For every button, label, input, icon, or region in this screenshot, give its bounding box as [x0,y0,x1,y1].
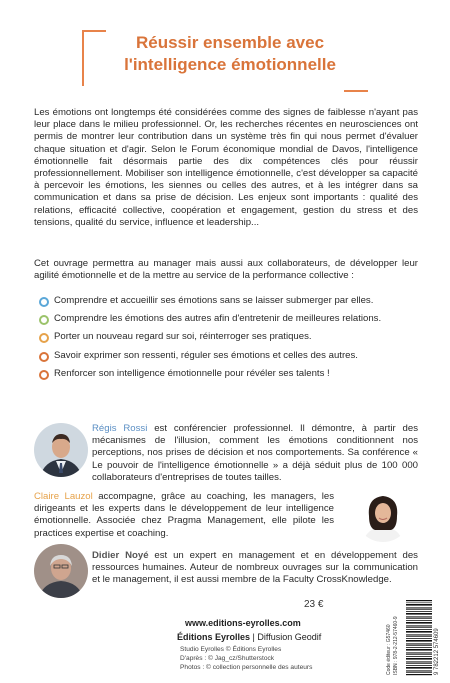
intro-paragraph: Les émotions ont longtemps été considérées comme des signes de faiblesse n'ayant pas leur place dans le milieu professionnel. Or, les recherches récentes en neurosciences ont permis de montrer leur contribution dans un système très fin qui nous permet d'évaluer chaque situation et d'agir. Selon le Forum économique mondial de Davos, l'intelligence émotionnelle fait désormais partie des dix compétences clés pour réussir professionnellement. Mobiliser son intelligence émotionnelle, c'est développer sa capacité à percevoir les émotions, les siennes ou celles des autres, et à les intégrer dans sa communication et dans sa prise de décision. Les enjeux sont importants : qualité des relations, efficacité collective, coopération et engagement, gestion du stress et des tensions, qualité du service, influence et leadership... [34,107,418,228]
credit-line: Photos : © collection personnelle des auteurs [180,664,313,671]
bracket-bottom-line [344,90,368,92]
separator: | [250,632,258,642]
author-photo-didier-noye [34,544,88,598]
list-item: Porter un nouveau regard sur soi, réinterroger ses pratiques. [36,331,416,343]
publisher-line [177,632,321,642]
title-line-2: l'intelligence émotionnelle [124,55,336,74]
bullet-circle-icon [39,370,49,380]
author-name: Didier Noyé [92,550,149,561]
list-item: Comprendre les émotions des autres afin d'entretenir de meilleures relations. [36,313,416,325]
barcode-number: 9 782212 574609 [434,628,440,675]
list-item: Savoir exprimer son ressenti, réguler ses émotions et celles des autres. [36,350,416,362]
credit-line: Studio Eyrolles © Éditions Eyrolles [180,646,282,653]
author-photo-regis-rossi [34,423,88,477]
publisher-name: Éditions Eyrolles [177,632,251,642]
author-bio-regis-rossi [92,423,418,484]
title-line-1: Réussir ensemble avec [135,33,325,52]
author-bio: est conférencier professionnel. Il démontre, à partir des mécanismes de l'illusion, comment les émotions conditionnent nos perceptions, nos prises de décision et nos comportements. Sa conférence « Le pouvoir de l'intelligence émotionnelle » a déjà séduit plus de 100 000 collaborateurs d'entreprises de toutes tailles. [92,423,418,483]
price: 23 € [304,599,324,610]
credit-line: D'après : © Jag_cz/Shutterstock [180,655,275,662]
bullet-circle-icon [39,315,49,325]
publisher-url: www.editions-eyrolles.com [185,618,301,628]
title-block [82,30,368,92]
author-bio: est un expert en management et en développement des ressources humaines. Auteur de nombreux ouvrages sur la communication et le management, il est aussi membre de la Faculty CrossKnowledge. [92,550,418,586]
author-bio: accompagne, grâce au coaching, les managers, les dirigeants et les experts dans le développement de leur intelligence émotionnelle. Associée chez Pragma Management, elle pilote les practices expertise et coaching. [34,491,334,539]
list-item: Comprendre et accueillir ses émotions sans se laisser submerger par elles. [36,295,416,307]
credits [180,645,312,672]
author-name: Régis Rossi [92,423,148,434]
distributor-name: Diffusion Geodif [257,632,322,642]
list-item: Renforcer son intelligence émotionnelle pour révéler ses talents ! [36,368,416,380]
bracket-left-line [82,30,84,86]
book-title [92,32,368,76]
author-name: Claire Lauzol [34,491,93,502]
isbn: ISBN : 978-2-212-57460-9 [393,616,399,675]
bullet-circle-icon [39,297,49,307]
bullet-circle-icon [39,333,49,343]
author-bio-didier-noye [92,550,418,587]
second-paragraph: Cet ouvrage permettra au manager mais aussi aux collaborateurs, de développer leur agilité émotionnelle et de la mettre au service de la performance collective : [34,258,418,282]
editor-code: Code éditeur : G57460 [386,624,392,675]
author-photo-claire-lauzol [355,486,411,542]
bullet-list [36,295,416,386]
author-bio-claire-lauzol [34,491,334,540]
bullet-circle-icon [39,352,49,362]
